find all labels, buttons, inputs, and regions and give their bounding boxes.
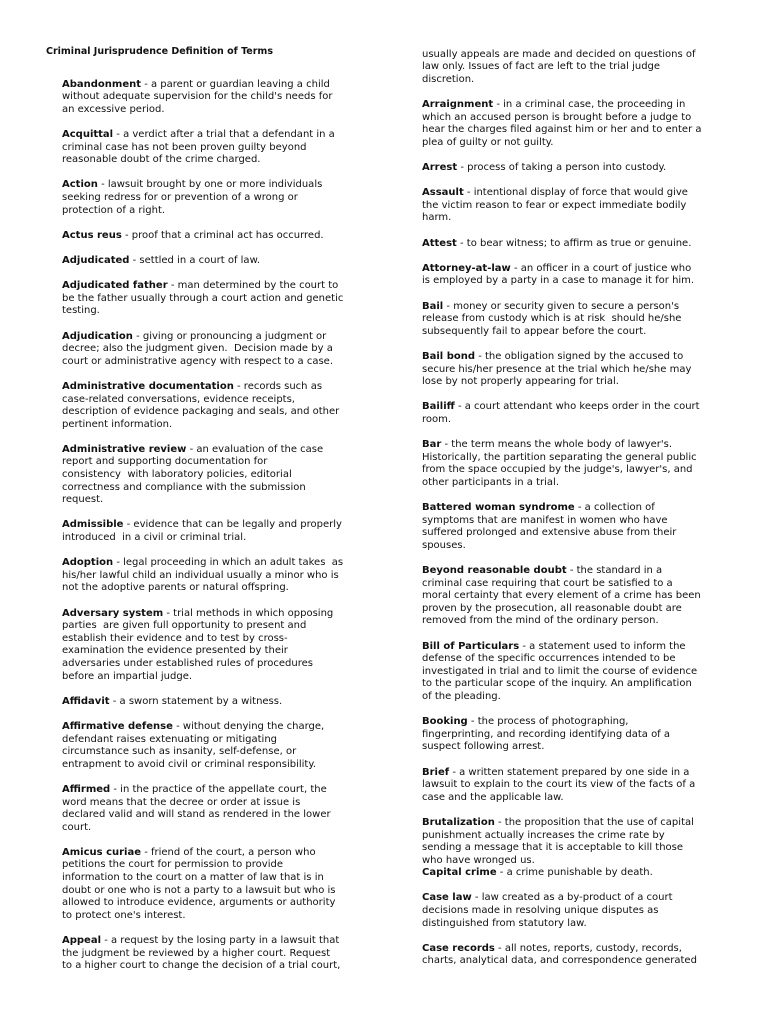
glossary-entry xyxy=(422,351,742,389)
entry-definition: - giving or pronouncing a judgment or decree; also the judgment given. Decision made by a court or administrative agency with respect to a case. xyxy=(62,330,334,367)
entry-definition: - a verdict after a trial that a defendant in a criminal case has not been proven guilty beyond reasonable doubt of the crime charged. xyxy=(62,129,335,166)
entry-term: Adjudication xyxy=(62,330,133,342)
glossary-entry xyxy=(62,79,366,117)
entry-definition: - trial methods in which opposing parties are given full opportunity to present and establish their evidence and to test by cross- examination the evidence presented by their adversaries under established rules of procedures before an impartial judge. xyxy=(62,607,334,682)
entry-definition: - a statement used to inform the defense of the specific occurrences intended to be investigated in trial and to limit the course of evidence to the particular scope of the inquiry. An amplification of the pleading. xyxy=(422,640,698,702)
entry-definition: - process of taking a person into custody. xyxy=(460,162,667,174)
entry-term: Affirmative defense xyxy=(62,720,173,732)
entry-term: Acquittal xyxy=(62,129,114,141)
entry-definition: - the proposition that the use of capital punishment actually increases the crime rate by sending a message that it is acceptable to kill those who have wronged us. xyxy=(422,816,694,866)
entry-definition: - a court attendant who keeps order in the court room. xyxy=(422,401,700,425)
glossary-entry xyxy=(422,187,742,225)
entry-definition: - legal proceeding in which an adult takes as his/her lawful child an individual usually a minor who is not the adoptive parents or natural offspring. xyxy=(62,557,344,594)
glossary-entry xyxy=(422,502,742,552)
glossary-entry xyxy=(422,439,742,489)
glossary-entry xyxy=(62,519,366,544)
entry-term: Arrest xyxy=(422,162,458,174)
glossary-entry xyxy=(62,784,366,834)
glossary-entry xyxy=(62,557,366,595)
entry-term: Capital crime xyxy=(422,867,497,879)
entry-definition: - a parent or guardian leaving a child without adequate supervision for the child's needs for an excessive period. xyxy=(62,78,333,115)
glossary-entry xyxy=(62,280,366,318)
entry-term: Arraignment xyxy=(422,99,494,111)
entry-definition: - a crime punishable by death. xyxy=(499,867,653,879)
entry-definition: - records such as case-related conversations, evidence receipts, description of evidence packaging and seals, and other pertinent information. xyxy=(62,380,340,430)
glossary-entry xyxy=(422,817,742,867)
entry-definition: - evidence that can be legally and properly introduced in a civil or criminal trial. xyxy=(62,519,342,544)
glossary-entry xyxy=(422,238,742,251)
glossary-entry xyxy=(422,716,742,754)
entry-term: Affidavit xyxy=(62,695,110,707)
glossary-entry xyxy=(422,867,742,880)
entry-term: Affirmed xyxy=(62,783,111,795)
glossary-entry xyxy=(422,565,742,628)
glossary-entry xyxy=(62,230,366,243)
entry-definition: - intentional display of force that would give the victim reason to fear or expect immediate bodily harm. xyxy=(422,187,688,224)
page-title: Criminal Jurisprudence Definition of Terms xyxy=(46,45,273,57)
glossary-entry xyxy=(62,255,366,268)
entry-term: Assault xyxy=(422,187,464,199)
entry-definition: - the process of photographing, fingerprinting, and recording identifying data of a suspect following arrest. xyxy=(422,716,671,753)
glossary-entry xyxy=(422,892,742,930)
entry-term: Battered woman syndrome xyxy=(422,502,575,514)
glossary-entry xyxy=(422,99,742,149)
entry-definition: - friend of the court, a person who petitions the court for permission to provide information to the court on a matter of law that is in doubt or one who is not a party to a lawsuit but who is allowed to introduce evidence, arguments or authority to protect one's interest. xyxy=(62,846,336,921)
entry-definition: - in a criminal case, the proceeding in which an accused person is brought before a judge to hear the charges filed against him or her and to enter a plea of guilty or not guilty. xyxy=(422,99,702,148)
entry-term: Adjudicated xyxy=(62,254,130,266)
entry-definition: - proof that a criminal act has occurred. xyxy=(124,229,324,241)
entry-definition: - lawsuit brought by one or more individuals seeking redress for or prevention of a wrong or protection of a right. xyxy=(62,179,323,216)
entry-term: Brief xyxy=(422,766,450,778)
glossary-entry xyxy=(422,943,742,968)
entry-term: Case law xyxy=(422,892,472,904)
glossary-entry xyxy=(62,331,366,369)
entry-term: Beyond reasonable doubt xyxy=(422,565,567,577)
entry-term: Admissible xyxy=(62,519,124,531)
entry-term: Appeal xyxy=(62,935,102,947)
entry-definition: - an evaluation of the case report and supporting documentation for consistency with laboratory policies, editorial correctness and compliance with the submission request. xyxy=(62,443,324,506)
entry-definition: - settled in a court of law. xyxy=(132,254,261,266)
entry-term: Adoption xyxy=(62,557,114,569)
entry-definition: - an officer in a court of justice who is employed by a party in a case to manage it for him. xyxy=(422,262,695,287)
glossary-entry xyxy=(62,696,366,709)
entry-term: Attorney-at-law xyxy=(422,262,511,274)
entry-definition: - man determined by the court to be the father usually through a court action and genetic testing. xyxy=(62,280,344,317)
right-column xyxy=(422,49,742,981)
glossary-entry xyxy=(62,129,366,167)
glossary-entry xyxy=(62,381,366,431)
entry-term: Brutalization xyxy=(422,816,495,828)
entry-term: Bail xyxy=(422,300,444,312)
entry-term: Booking xyxy=(422,716,468,728)
entry-term: Bail bond xyxy=(422,350,476,362)
entry-definition: - money or security given to secure a person's release from custody which is at risk should he/she subsequently fail to appear before the court. xyxy=(422,300,682,337)
entry-definition: - law created as a by-product of a court decisions made in resolving unique disputes as distinguished from statutory law. xyxy=(422,892,673,929)
entry-definition: - the obligation signed by the accused to secure his/her presence at the trial which he/she may lose by not properly appearing for trial. xyxy=(422,350,692,388)
entry-term: Bill of Particulars xyxy=(422,640,520,652)
glossary-entry xyxy=(422,767,742,805)
entry-term: Bailiff xyxy=(422,401,455,413)
glossary-entry xyxy=(422,162,742,175)
glossary-entry xyxy=(62,444,366,507)
glossary-list xyxy=(46,79,366,973)
entry-term: Attest xyxy=(422,237,457,249)
entry-term: Bar xyxy=(422,439,442,451)
entry-term: Adjudicated father xyxy=(62,280,168,292)
entry-term: Adversary system xyxy=(62,607,164,619)
glossary-entry xyxy=(422,263,742,288)
glossary-entry xyxy=(62,935,366,973)
entry-definition: - a sworn statement by a witness. xyxy=(112,695,283,707)
glossary-entry xyxy=(62,721,366,771)
glossary-entry xyxy=(422,401,742,426)
entry-term: Case records xyxy=(422,942,495,954)
entry-term: Actus reus xyxy=(62,229,122,241)
entry-term: Action xyxy=(62,179,98,191)
left-column xyxy=(46,46,366,986)
glossary-entry xyxy=(422,641,742,704)
entry-definition: - to bear witness; to affirm as true or genuine. xyxy=(460,237,692,249)
glossary-entry xyxy=(62,608,366,684)
entry-definition: - without denying the charge, defendant raises extenuating or mitigating circumstance such as insanity, self-defense, or entrapment to avoid civil or criminal responsibility. xyxy=(62,720,325,770)
entry-term: Administrative documentation xyxy=(62,380,234,392)
entry-term: Administrative review xyxy=(62,443,187,455)
entry-definition: - the standard in a criminal case requiring that court be satisfied to a moral certainty that every element of a crime has been proven by the prosecution, all reasonable doubt are removed from the mind of the ordinary person. xyxy=(422,565,701,627)
entry-definition: - in the practice of the appellate court, the word means that the decree or order at issue is declared valid and will stand as rendered in the lower court. xyxy=(62,783,331,833)
entry-term: Amicus curiae xyxy=(62,846,142,858)
glossary-entry xyxy=(62,847,366,923)
entry-definition: - the term means the whole body of lawyer's. Historically, the partition separating the general public from the space occupied by the judge's, lawyer's, and other participants in a trial. xyxy=(422,439,697,488)
continued-definition: usually appeals are made and decided on questions of law only. Issues of fact are left to the trial judge discretion. xyxy=(422,48,696,85)
entry-definition: - all notes, reports, custody, records, charts, analytical data, and correspondence generated xyxy=(422,942,697,967)
entry-term: Abandonment xyxy=(62,78,142,90)
entry-definition: - a request by the losing party in a lawsuit that the judgment be reviewed by a higher court. Request to a higher court to change the decision of a trial court, xyxy=(62,935,341,972)
glossary-entry xyxy=(62,179,366,217)
glossary-entry xyxy=(422,301,742,339)
entry-definition: - a written statement prepared by one side in a lawsuit to explain to the court its view of the facts of a case and the applicable law. xyxy=(422,766,696,803)
entry-definition: - a collection of symptoms that are manifest in women who have suffered prolonged and extensive abuse from their spouses. xyxy=(422,502,677,551)
